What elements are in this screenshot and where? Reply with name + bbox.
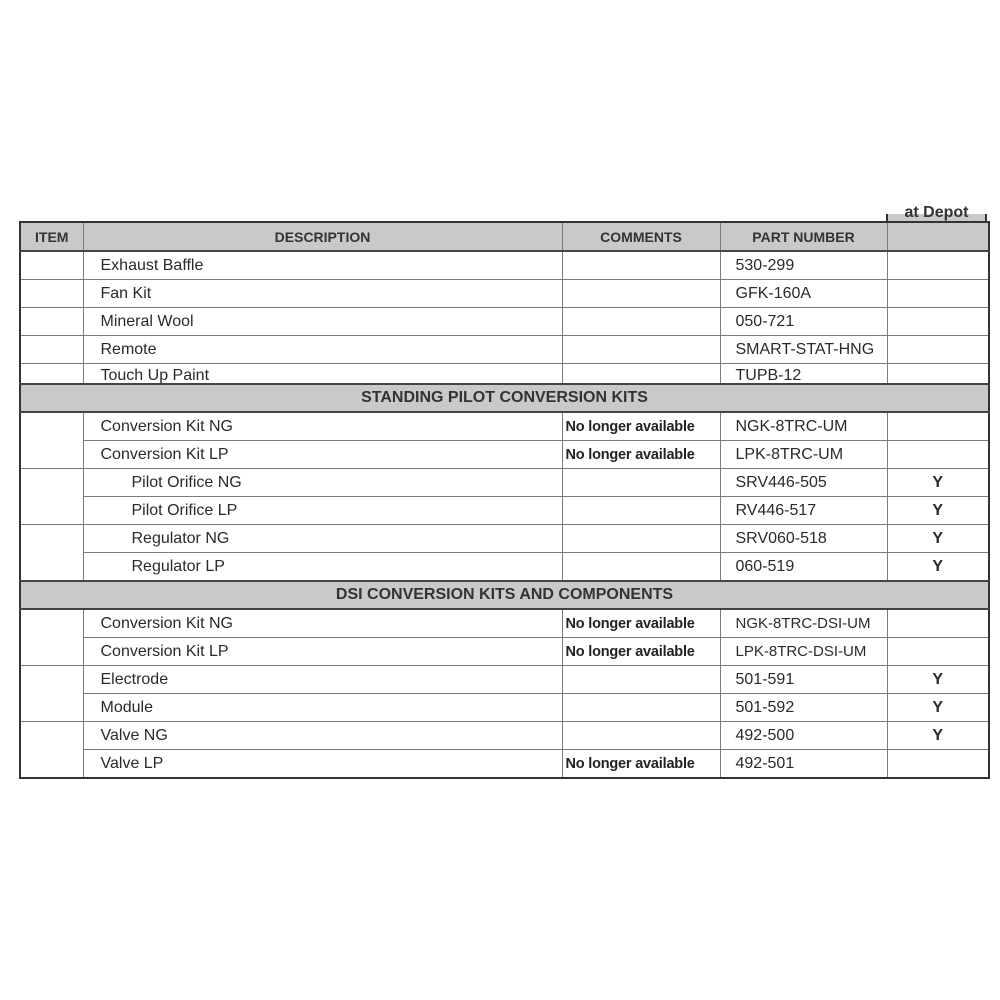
comments-cell (562, 497, 720, 525)
part-number-cell: 060-519 (720, 553, 887, 582)
depot-cell: Y (887, 722, 989, 750)
depot-cell (887, 441, 989, 469)
depot-cell: Y (887, 666, 989, 694)
part-number-header: PART NUMBER (720, 222, 887, 251)
depot-cell (887, 750, 989, 779)
table-row (20, 525, 989, 553)
description-header: DESCRIPTION (83, 222, 562, 251)
description-cell: Conversion Kit LP (83, 638, 562, 666)
table-row (20, 336, 989, 364)
table-row (20, 441, 989, 469)
description-cell: Conversion Kit NG (83, 412, 562, 441)
part-number-cell: SRV446-505 (720, 469, 887, 497)
description-cell: Valve LP (83, 750, 562, 779)
table-row (20, 553, 989, 582)
table-row (20, 694, 989, 722)
comments-cell (562, 364, 720, 385)
item-cell (20, 280, 83, 308)
parts-table (19, 221, 990, 779)
part-number-cell: LPK-8TRC-DSI-UM (720, 638, 887, 666)
depot-cell: Y (887, 525, 989, 553)
item-cell (20, 609, 83, 666)
item-cell (20, 722, 83, 779)
table-row (20, 497, 989, 525)
description-cell: Pilot Orifice NG (83, 469, 562, 497)
comments-cell (562, 694, 720, 722)
item-cell (20, 412, 83, 469)
part-number-cell: 501-591 (720, 666, 887, 694)
description-cell: Regulator LP (83, 553, 562, 582)
depot-cell (887, 609, 989, 638)
comments-cell (562, 469, 720, 497)
depot-cell: Y (887, 497, 989, 525)
item-cell (20, 336, 83, 364)
description-cell: Mineral Wool (83, 308, 562, 336)
part-number-cell: 501-592 (720, 694, 887, 722)
depot-cell (887, 364, 989, 385)
comments-cell: No longer available (562, 750, 720, 779)
section-header-row (20, 384, 989, 412)
part-number-cell: LPK-8TRC-UM (720, 441, 887, 469)
section-title: DSI CONVERSION KITS AND COMPONENTS (20, 581, 989, 609)
depot-header-label: at Depot (904, 204, 969, 221)
comments-cell: No longer available (562, 441, 720, 469)
depot-cell: Y (887, 553, 989, 582)
part-number-cell: TUPB-12 (720, 364, 887, 385)
depot-cell (887, 308, 989, 336)
description-cell: Conversion Kit LP (83, 441, 562, 469)
part-number-cell: SRV060-518 (720, 525, 887, 553)
description-cell: Electrode (83, 666, 562, 694)
comments-cell: No longer available (562, 609, 720, 638)
comments-cell (562, 525, 720, 553)
table-row (20, 251, 989, 280)
depot-cell (887, 638, 989, 666)
depot-cell: Y (887, 694, 989, 722)
description-cell: Regulator NG (83, 525, 562, 553)
table-row (20, 609, 989, 638)
item-cell (20, 364, 83, 385)
part-number-cell: 492-501 (720, 750, 887, 779)
part-number-cell: 492-500 (720, 722, 887, 750)
item-cell (20, 525, 83, 582)
section-header-row (20, 581, 989, 609)
description-cell: Pilot Orifice LP (83, 497, 562, 525)
comments-cell (562, 722, 720, 750)
depot-cell (887, 280, 989, 308)
comments-cell (562, 666, 720, 694)
table-row (20, 750, 989, 779)
item-cell (20, 666, 83, 722)
comments-cell (562, 553, 720, 582)
depot-cell (887, 251, 989, 280)
table-row (20, 364, 989, 385)
part-number-cell: NGK-8TRC-DSI-UM (720, 609, 887, 638)
table-header-row (20, 222, 989, 251)
comments-cell (562, 336, 720, 364)
description-cell: Remote (83, 336, 562, 364)
table-row (20, 412, 989, 441)
table-row (20, 638, 989, 666)
description-cell: Module (83, 694, 562, 722)
comments-cell (562, 280, 720, 308)
table-row (20, 469, 989, 497)
comments-cell: No longer available (562, 412, 720, 441)
table-row (20, 308, 989, 336)
depot-cell (887, 412, 989, 441)
description-cell: Valve NG (83, 722, 562, 750)
description-cell: Conversion Kit NG (83, 609, 562, 638)
depot-header (887, 222, 989, 251)
item-cell (20, 308, 83, 336)
comments-cell: No longer available (562, 638, 720, 666)
table-row (20, 722, 989, 750)
part-number-cell: GFK-160A (720, 280, 887, 308)
part-number-cell: SMART-STAT-HNG (720, 336, 887, 364)
item-header: ITEM (20, 222, 83, 251)
section-title: STANDING PILOT CONVERSION KITS (20, 384, 989, 412)
item-cell (20, 469, 83, 525)
depot-cell: Y (887, 469, 989, 497)
table-row (20, 666, 989, 694)
description-cell: Fan Kit (83, 280, 562, 308)
comments-cell (562, 308, 720, 336)
description-cell: Exhaust Baffle (83, 251, 562, 280)
comments-header: COMMENTS (562, 222, 720, 251)
part-number-cell: 050-721 (720, 308, 887, 336)
item-cell (20, 251, 83, 280)
part-number-cell: 530-299 (720, 251, 887, 280)
comments-cell (562, 251, 720, 280)
part-number-cell: NGK-8TRC-UM (720, 412, 887, 441)
table-row (20, 280, 989, 308)
part-number-cell: RV446-517 (720, 497, 887, 525)
depot-cell (887, 336, 989, 364)
description-cell: Touch Up Paint (83, 364, 562, 385)
